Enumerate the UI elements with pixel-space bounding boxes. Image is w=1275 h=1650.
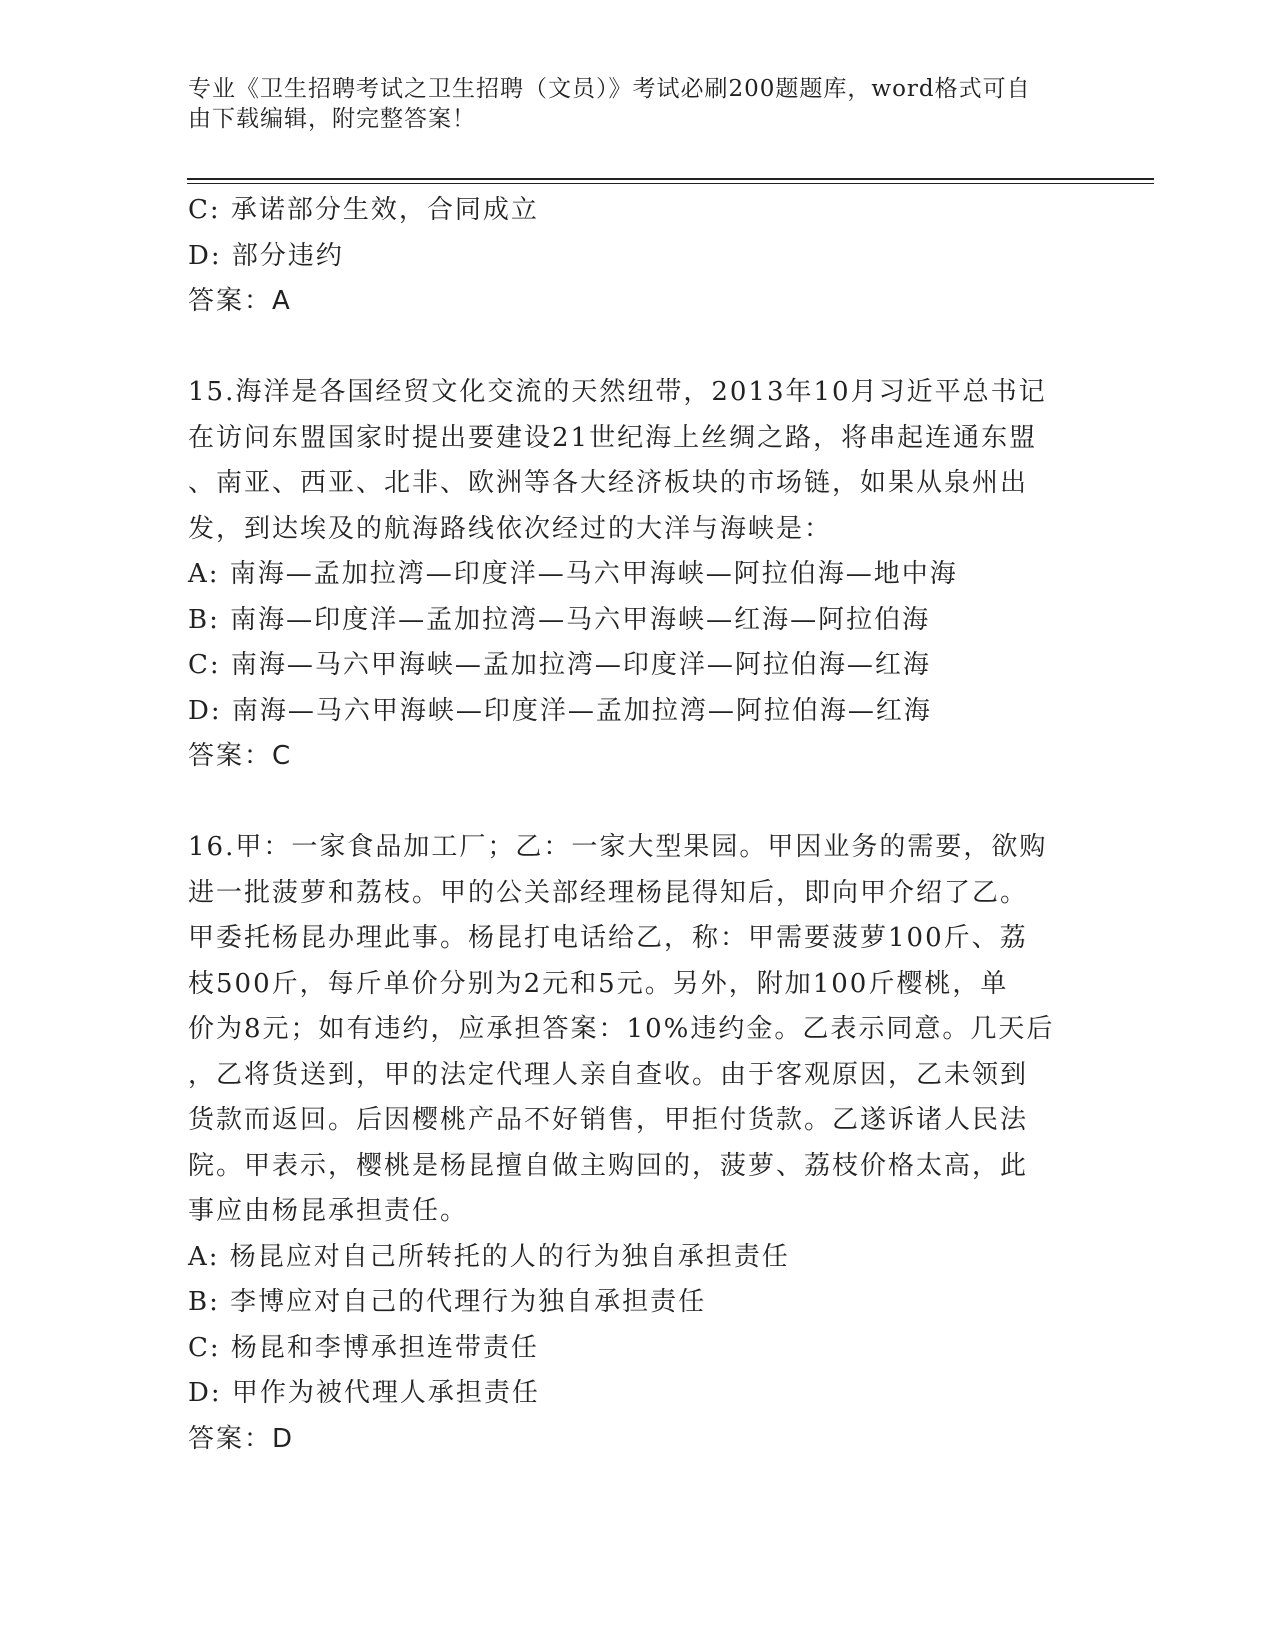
question-15: [188, 370, 1088, 780]
header-divider-thick: [187, 178, 1154, 180]
option-b: B: 李博应对自己的代理行为独自承担责任: [188, 1287, 707, 1317]
option-c: C: 杨昆和李博承担连带责任: [188, 1332, 539, 1363]
answer-line: 答案：C: [188, 741, 293, 771]
question-stem-line: 在访问东盟国家时提出要建设21世纪海上丝绸之路，将串起连通东盟: [188, 422, 1038, 453]
option-d: D: 南海—马六甲海峡—印度洋—孟加拉湾—阿拉伯海—红海: [188, 695, 932, 726]
option-a: A: 南海—孟加拉湾—印度洋—马六甲海峡—阿拉伯海—地中海: [188, 559, 958, 589]
option-c: C: 承诺部分生效，合同成立: [188, 195, 539, 225]
document-header: [188, 74, 1088, 134]
answer-line: 答案：D: [188, 1423, 295, 1454]
question-stem-line: 事应由杨昆承担责任。: [188, 1196, 469, 1226]
question-16: [188, 825, 1088, 1462]
previous-question-tail: [188, 188, 1088, 325]
question-stem-line: 发，到达埃及的航海路线依次经过的大洋与海峡是：: [188, 513, 833, 544]
document-body: [188, 188, 1088, 1462]
question-stem-line: 、南亚、西亚、北非、欧洲等各大经济板块的市场链，如果从泉州出: [188, 468, 1029, 498]
option-a: A: 杨昆应对自己所转托的人的行为独自承担责任: [188, 1241, 790, 1272]
header-title-line-1: 专业《卫生招聘考试之卫生招聘（文员）》考试必刷200题题库，word格式可自: [188, 76, 1031, 102]
answer-line: 答案：A: [188, 286, 292, 316]
question-stem-line: 货款而返回。后因樱桃产品不好销售，甲拒付货款。乙遂诉诸人民法: [188, 1105, 1029, 1135]
question-stem-line: ，乙将货送到，甲的法定代理人亲自查收。由于客观原因，乙未领到: [188, 1059, 1029, 1090]
question-stem-line: 15.海洋是各国经贸文化交流的天然纽带，2013年10月习近平总书记: [188, 377, 1047, 407]
option-b: B: 南海—印度洋—孟加拉湾—马六甲海峡—红海—阿拉伯海: [188, 604, 931, 635]
question-stem-line: 进一批菠萝和荔枝。甲的公关部经理杨昆得知后，即向甲介绍了乙。: [188, 877, 1029, 908]
option-d: D: 部分违约: [188, 240, 344, 271]
header-title-line-2: 由下载编辑，附完整答案！: [188, 106, 476, 132]
question-stem-line: 甲委托杨昆办理此事。杨昆打电话给乙，称：甲需要菠萝100斤、荔: [188, 923, 1028, 953]
spacer: [188, 780, 1088, 826]
question-stem-line: 枝500斤，每斤单价分别为2元和5元。另外，附加100斤樱桃，单: [188, 968, 1009, 999]
header-divider-thin: [187, 183, 1154, 184]
question-stem-line: 价为8元；如有违约，应承担答案：10%违约金。乙表示同意。几天后: [188, 1014, 1055, 1044]
spacer: [188, 325, 1088, 371]
question-stem-line: 16.甲：一家食品加工厂；乙：一家大型果园。甲因业务的需要，欲购: [188, 832, 1048, 862]
option-c: C: 南海—马六甲海峡—孟加拉湾—印度洋—阿拉伯海—红海: [188, 650, 931, 680]
option-d: D: 甲作为被代理人承担责任: [188, 1378, 540, 1408]
question-stem-line: 院。甲表示，樱桃是杨昆擅自做主购回的，菠萝、荔枝价格太高，此: [188, 1150, 1029, 1181]
